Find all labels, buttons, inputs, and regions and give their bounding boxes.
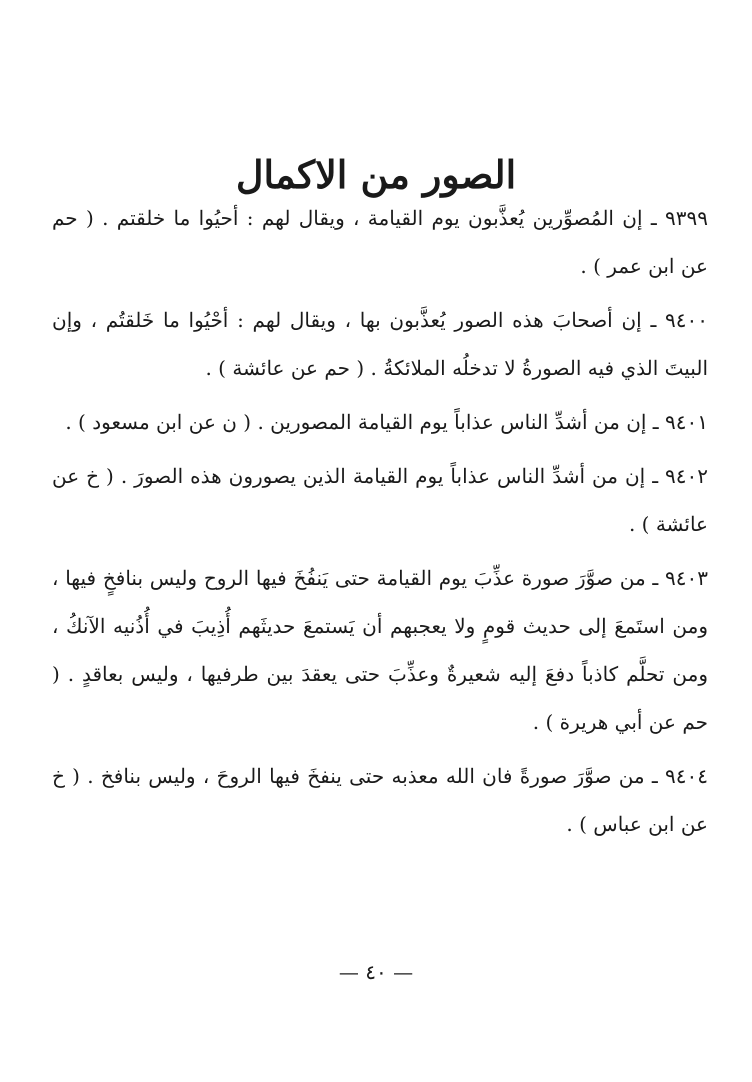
- page-title: الصور من الاكمال: [235, 152, 517, 198]
- hadith-entry: ٩٤٠٤ ـ من صوَّرَ صورةً فان الله معذبه حتى ينفخَ فيها الروحَ ، وليس بنافخ . ( خ عن ابن عباس ) .: [52, 764, 708, 836]
- hadith-list: [52, 194, 708, 854]
- page-number: — ٤٠ —: [338, 960, 414, 984]
- hadith-text: إن من أشدِّ الناس عذاباً يوم القيامة المصورين . ( ن عن ابن مسعود ) .: [65, 410, 647, 434]
- hadith-number: ٩٣٩٩: [665, 206, 708, 230]
- hadith-text: إن من أشدِّ الناس عذاباً يوم القيامة الذين يصورون هذه الصورَ . ( خ عن عائشة ) .: [52, 464, 708, 536]
- hadith-number: ٩٤٠٣: [665, 566, 709, 590]
- hadith-text: إن أصحابَ هذه الصور يُعذَّبون بها ، ويقال لهم : أحْيُوا ما خَلقتُم ، وإن البيتَ الذي فيه الصورةُ لا تدخلُه الملائكةُ . ( حم عن عائشة ) .: [52, 308, 708, 380]
- hadith-entry: ٩٤٠١ ـ إن من أشدِّ الناس عذاباً يوم القيامة المصورين . ( ن عن ابن مسعود ) .: [65, 410, 708, 434]
- hadith-number: ٩٤٠٢: [665, 464, 709, 488]
- hadith-entry: ٩٤٠٢ ـ إن من أشدِّ الناس عذاباً يوم القيامة الذين يصورون هذه الصورَ . ( خ عن عائشة ) .: [52, 464, 709, 536]
- hadith-text: إن المُصوِّرين يُعذَّبون يوم القيامة ، ويقال لهم : أحيُوا ما خلقتم . ( حم عن ابن عمر ) .: [52, 206, 708, 278]
- hadith-text: من صوَّرَ صورة عذِّبَ يوم القيامة حتى يَنفُخَ فيها الروح وليس بنافخٍ فيها ، ومن استَمعَ إلى حديث قومٍ ولا يعجبهم أن يَستمعَ حديثَهم أُذِيبَ في أُذُنيه الآنكُ ، ومن تحلَّم كاذباً دفعَ إليه شعيرةٌ وعذِّبَ حتى يعقدَ بين طرفيها ، وليس بعاقدٍ . ( حم عن أبي هريرة ) .: [52, 566, 708, 734]
- hadith-number: ٩٤٠٠: [665, 308, 708, 332]
- hadith-entry: ٩٤٠٣ ـ من صوَّرَ صورة عذِّبَ يوم القيامة حتى يَنفُخَ فيها الروح وليس بنافخٍ فيها ، ومن استَمعَ إلى حديث قومٍ ولا يعجبهم أن يَستمعَ حديثَهم أُذِيبَ في أُذُنيه الآنكُ ، ومن تحلَّم كاذباً دفعَ إليه شعيرةٌ وعذِّبَ حتى يعقدَ بين طرفيها ، وليس بعاقدٍ . ( حم عن أبي هريرة ) .: [52, 566, 709, 734]
- hadith-entry: ٩٤٠٠ ـ إن أصحابَ هذه الصور يُعذَّبون بها ، ويقال لهم : أحْيُوا ما خَلقتُم ، وإن البيتَ الذي فيه الصورةُ لا تدخلُه الملائكةُ . ( حم عن عائشة ) .: [52, 308, 708, 380]
- hadith-text: من صوَّرَ صورةً فان الله معذبه حتى ينفخَ فيها الروحَ ، وليس بنافخ . ( خ عن ابن عباس ) .: [52, 764, 708, 836]
- hadith-entry: ٩٣٩٩ ـ إن المُصوِّرين يُعذَّبون يوم القيامة ، ويقال لهم : أحيُوا ما خلقتم . ( حم عن ابن عمر ) .: [52, 206, 708, 278]
- hadith-number: ٩٤٠٤: [665, 764, 708, 788]
- hadith-number: ٩٤٠١: [665, 410, 708, 434]
